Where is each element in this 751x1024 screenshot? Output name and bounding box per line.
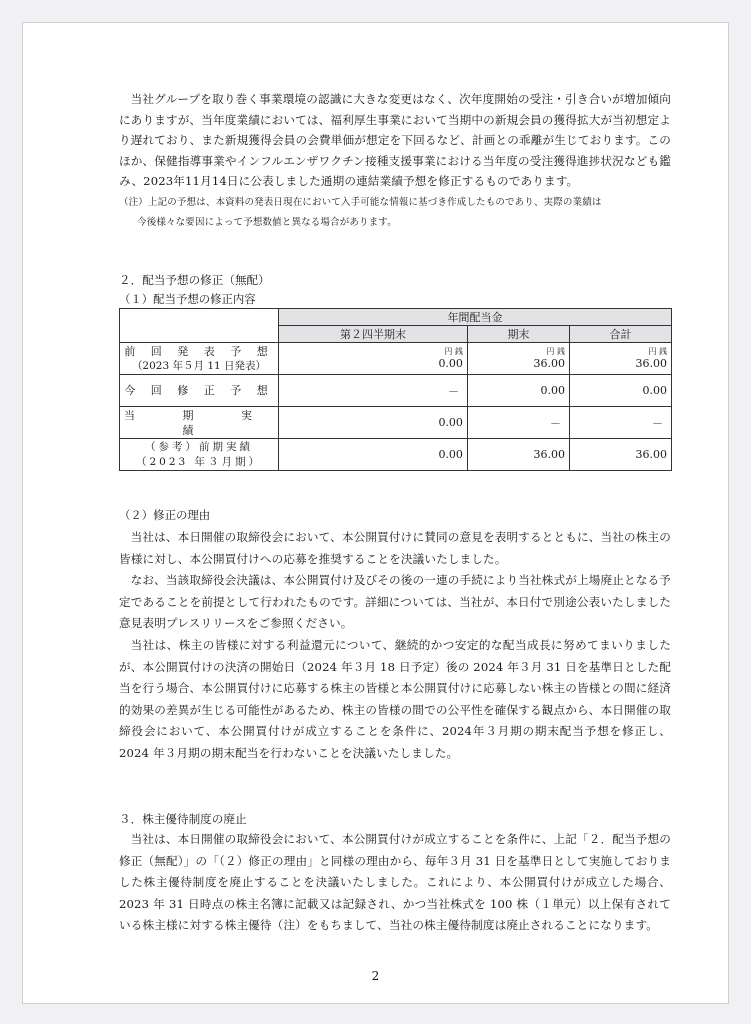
- cell-value: 0.00: [438, 357, 463, 370]
- row-sublabel: （2023 年３月期）: [135, 455, 263, 468]
- cell-value: 36.00: [569, 439, 671, 471]
- intro-paragraph: 当社グループを取り巻く事業環境の認識に大きな変更はなく、次年度開始の受注・引き合いが増加傾向にありますが、当年度業績においては、福利厚生事業において当期中の新規会員の獲得拡大が当初想定より遅れており、また新規獲得会員の会費単価が想定を下回るなど、計画との乖離が生じております。このほか、保健指導事業やインフルエンザワクチン接種支援事業における当年度の受注獲得進捗状況なども鑑み、2023年11月14日に公表しました通期の連結業績予想を修正するものであります。: [119, 92, 671, 188]
- reason-paragraph: 当社は、株主の皆様に対する利益還元について、継続的かつ安定的な配当成長に努めてまいりましたが、本公開買付けの決済の開始日（2024 年３月 18 日予定）後の 2024 年３月 31 日を基準日とした配当を行う場合、本公開買付けに応募する株主の皆様と本公開買付けに応募しない株主の皆様との間に経済的効果の差異が生じる可能性があるため、株主の皆様の間での公平性を確保する観点から、本日開催の取締役会において、本公開買付けが成立することを条件に、2024年３月期の期末配当予想を修正し、2024 年３月期の期末配当を行わないことを決議いたしました。: [119, 637, 671, 760]
- cell-value: －: [279, 375, 468, 407]
- cell-value: 0.00: [279, 407, 468, 439]
- col-header-year-end: 期末: [467, 326, 569, 343]
- intro-section: [119, 89, 671, 233]
- forecast-note-continued: 今後様々な要因によって予想数値と異なる場合があります。: [137, 216, 397, 228]
- reason-section: [119, 527, 671, 765]
- cell-value: 36.00: [467, 439, 569, 471]
- section-2-subheading-2: （２）修正の理由: [119, 508, 211, 522]
- table-row-previous-forecast: [120, 343, 672, 375]
- table-row-current-actual: [120, 407, 672, 439]
- row-sublabel: （2023 年５月 11 日発表）: [131, 359, 267, 372]
- unit-label: 円 銭: [546, 347, 565, 356]
- table-corner: [120, 309, 279, 343]
- cell-value: －: [467, 407, 569, 439]
- section-2-subheading-1: （１）配当予想の修正内容: [119, 292, 256, 306]
- table-row-prior-year-actual: [120, 439, 672, 471]
- shareholder-benefit-paragraph: 当社は、本日開催の取締役会において、本公開買付けが成立することを条件に、上記「２．配当予想の修正（無配）」の「（２）修正の理由」と同様の理由から、毎年３月 31 日を基準日として実施しておりました株主優待制度を廃止することを決議いたしました。これにより、本公開買付けが成立した場合、2023 年 31 日時点の株主名簿に記載又は記録され、かつ当社株式を 100 株（１単元）以上保有されている株主様に対する株主優待（注）をもちまして、当社の株主優待制度は廃止されることになります。: [119, 832, 671, 933]
- row-label: （参考）前期実績: [145, 440, 253, 453]
- cell-value: 0.00: [279, 439, 468, 471]
- unit-label: 円 銭: [648, 347, 667, 356]
- cell-value: 0.00: [569, 375, 671, 407]
- row-label: 当 期 実 績: [124, 408, 274, 437]
- row-label: 今 回 修 正 予 想: [124, 384, 274, 397]
- reason-paragraph: なお、当該取締役会決議は、本公開買付け及びその後の一連の手続により当社株式が上場廃止となる予定であることを前提として行われたものです。詳細については、当社が、本日付で別途公表いたしました意見表明プレスリリースをご参照ください。: [119, 573, 671, 631]
- table-row-revised-forecast: [120, 375, 672, 407]
- unit-label: 円 銭: [444, 347, 463, 356]
- col-header-total: 合計: [569, 326, 671, 343]
- dividend-forecast-table: [119, 308, 672, 471]
- forecast-note: （注）上記の予想は、本資料の発表日現在において入手可能な情報に基づき作成したものであり、実際の業績は: [119, 196, 602, 208]
- section-3-heading: ３．株主優待制度の廃止: [119, 812, 247, 826]
- cell-value: 36.00: [533, 357, 565, 370]
- cell-value: －: [569, 407, 671, 439]
- annual-dividend-header: 年間配当金: [279, 309, 672, 326]
- shareholder-benefit-section: [119, 829, 671, 937]
- section-2-heading: ２．配当予想の修正（無配）: [119, 273, 270, 287]
- row-label: 前 回 発 表 予 想: [124, 344, 274, 358]
- page-number: 2: [371, 969, 380, 983]
- cell-value: 0.00: [467, 375, 569, 407]
- col-header-q2: 第２四半期末: [279, 326, 468, 343]
- cell-value: 36.00: [635, 357, 667, 370]
- document-page: [22, 22, 729, 1004]
- reason-paragraph: 当社は、本日開催の取締役会において、本公開買付けに賛同の意見を表明するとともに、当社の株主の皆様に対し、本公開買付けへの応募を推奨することを決議いたしました。: [119, 530, 671, 566]
